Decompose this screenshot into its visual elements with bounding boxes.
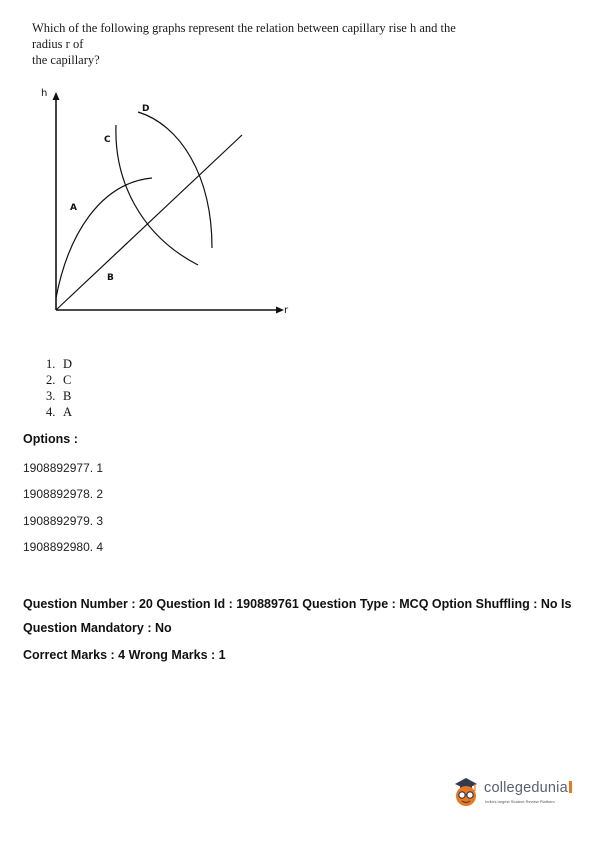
choice-label: D [63,357,73,371]
choice-number: 4. [46,405,56,419]
choice-label: C [63,373,72,387]
x-axis-label: r [284,305,289,316]
choice-item [46,356,72,372]
question-text [32,20,462,68]
choice-label: B [63,389,72,403]
choice-label: A [63,405,73,419]
options-heading: Options : [23,432,78,446]
option-item: 1908892977. 1 [23,461,104,475]
logo-wordmark [484,780,572,796]
capillary-graph-figure [30,85,300,325]
choice-item [46,372,72,388]
curve-d [138,112,212,248]
option-item: 1908892979. 3 [23,514,104,528]
answer-choices [46,356,72,420]
option-item: 1908892980. 4 [23,540,104,554]
question-line-1: Which of the following graphs represent the relation between capillary rise h and the radius r of [32,21,456,51]
choice-number: 2. [46,373,56,387]
x-axis-arrow [276,307,284,314]
option-item: 1908892978. 2 [23,487,104,501]
curve-a [56,178,152,298]
question-meta-line-2: Question Mandatory : No [23,621,172,635]
marks-line: Correct Marks : 4 Wrong Marks : 1 [23,648,226,662]
choice-number: 1. [46,357,56,371]
curve-c [116,125,198,265]
curve-label-a: A [70,203,77,213]
y-axis-label: h [41,88,48,99]
curve-label-c: C [104,135,111,145]
choice-item [46,388,72,404]
logo-name-text: collegedunia [484,780,568,796]
question-meta-line-1: Question Number : 20 Question Id : 190889761 Question Type : MCQ Option Shuffling : No Is [23,597,572,611]
choice-item [46,404,72,420]
logo-tagline: India's largest Student Review Platform [485,799,555,804]
choice-number: 3. [46,389,56,403]
logo-accent-mark [569,781,572,793]
curve-label-d: D [142,104,150,114]
question-line-2: the capillary? [32,53,100,67]
y-axis-arrow [53,92,60,100]
curve-label-b: B [107,273,114,283]
